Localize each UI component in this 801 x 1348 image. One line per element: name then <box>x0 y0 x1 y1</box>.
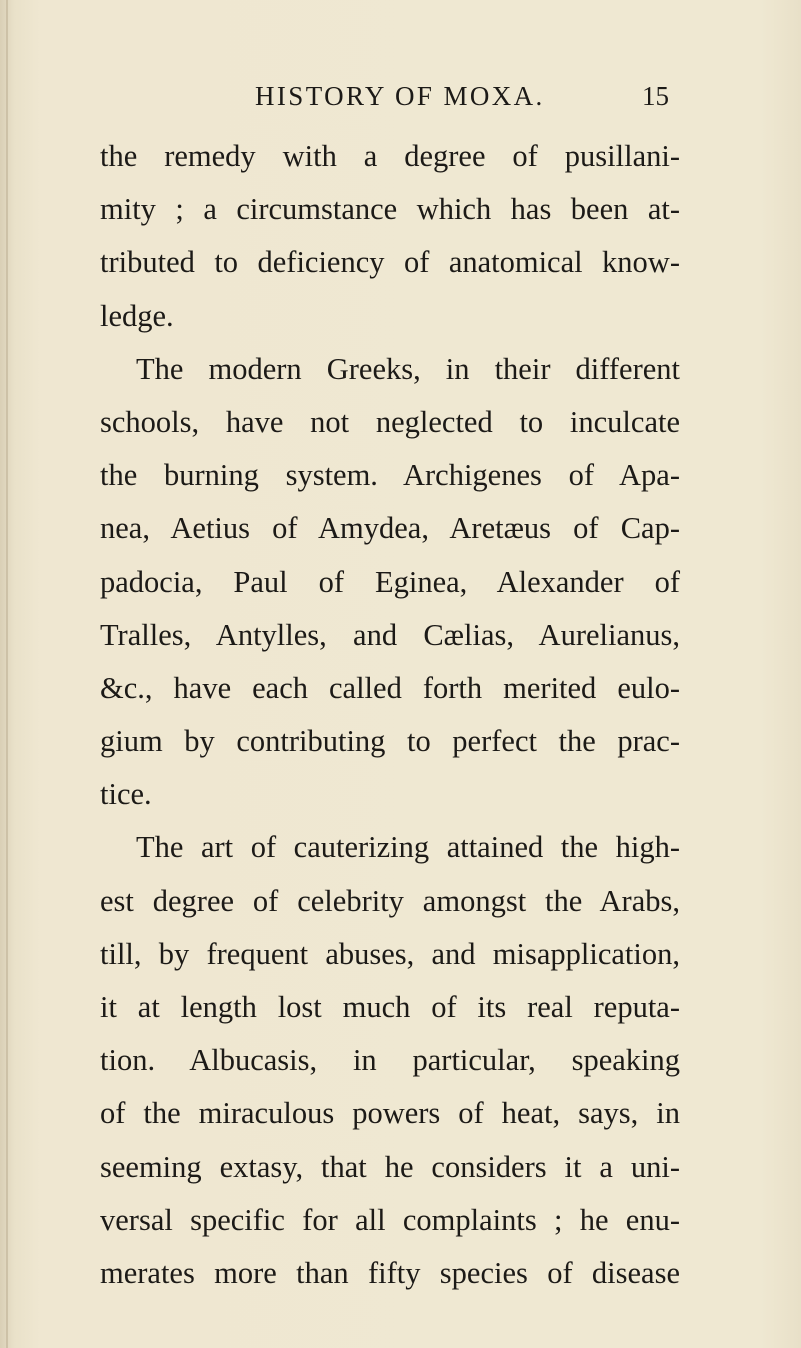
text-line: The art of cauterizing attained the high- <box>136 830 680 865</box>
text-line: tributed to deficiency of anatomical know- <box>100 245 680 280</box>
text-line: schools, have not neglected to inculcate <box>100 404 680 439</box>
text-line: The modern Greeks, in their different <box>136 351 680 386</box>
text-line: of the miraculous powers of heat, says, in <box>100 1096 680 1131</box>
text-line: tion. Albucasis, in particular, speaking <box>100 1043 680 1078</box>
text-line: nea, Aetius of Amydea, Aretæus of Cap- <box>100 511 680 546</box>
text-line: &c., have each called forth merited eulo- <box>100 670 680 705</box>
text-line: the remedy with a degree of pusillani- <box>100 139 680 173</box>
text-line: merates more than fifty species of disease <box>100 1255 680 1290</box>
page-number: 15 <box>642 81 669 111</box>
page-header <box>0 76 801 116</box>
text-line: ledge. <box>100 298 174 333</box>
text-line: tice. <box>100 777 152 812</box>
text-line: gium by contributing to perfect the prac- <box>100 724 680 759</box>
text-line: mity ; a circumstance which has been at- <box>100 192 680 227</box>
text-line: est degree of celebrity amongst the Arabs, <box>100 883 680 918</box>
text-line: Tralles, Antylles, and Cælias, Aurelianus, <box>100 617 680 652</box>
text-line: padocia, Paul of Eginea, Alexander of <box>100 564 680 599</box>
running-head: HISTORY OF MOXA. <box>255 81 545 111</box>
text-line: seeming extasy, that he considers it a uni- <box>100 1149 680 1184</box>
text-line: versal specific for all complaints ; he enu- <box>100 1202 680 1237</box>
text-line: the burning system. Archigenes of Apa- <box>100 458 680 493</box>
text-line: it at length lost much of its real reputa- <box>100 990 680 1024</box>
page-gutter-edge <box>6 0 8 1348</box>
text-line: till, by frequent abuses, and misapplication, <box>100 936 680 971</box>
body-text <box>100 130 680 1300</box>
